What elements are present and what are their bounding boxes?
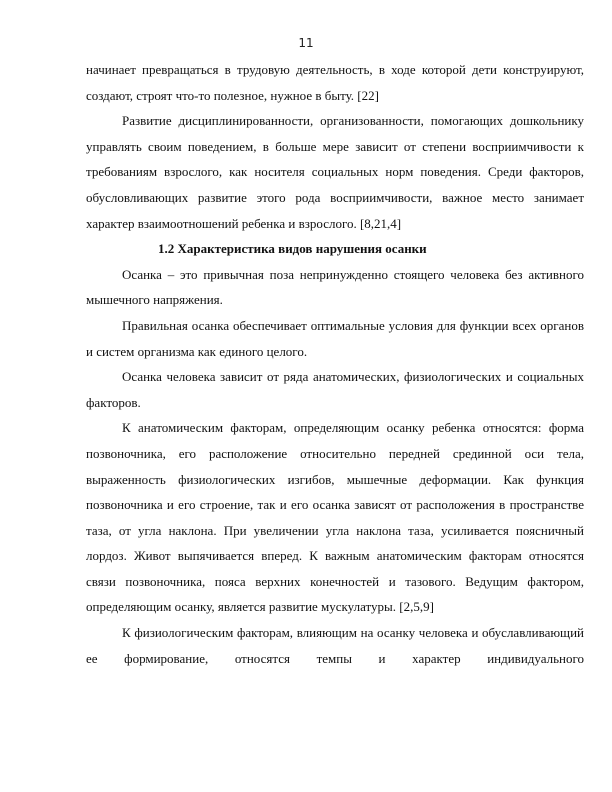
paragraph-anatomical-factors: К анатомическим факторам, определяющим осанку ребенка относятся: форма позвоночника, его расположение относительно передней срединной оси тела, выраженность физиологических изгибов, мышечные деформации. Как функция позвоночника и его строение, так и его осанка зависят от расположения в пространстве таза, от угла наклона. При увеличении угла наклона таза, усиливается поясничный лордоз. Живот выпячивается вперед. К важным анатомическим факторам относятся связи позвоночника, пояса верхних конечностей и тазового. Ведущим фактором, определяющим осанку, является развитие мускулатуры. [2,5,9] <box>86 420 584 615</box>
section-heading: 1.2 Характеристика видов нарушения осанки <box>158 241 427 257</box>
page-number: 11 <box>298 36 314 50</box>
paragraph-correct-posture: Правильная осанка обеспечивает оптимальные условия для функции всех органов и систем организма как единого целого. <box>86 317 584 359</box>
document-body <box>86 57 584 671</box>
paragraph-physiological-factors: К физиологическим факторам, влияющим на осанку человека и обуславливающий ее формирование, относятся темпы и характер индивидуального <box>86 625 584 666</box>
paragraph-continuation: начинает превращаться в трудовую деятельность, в ходе которой дети конструируют, создают, строят что-то полезное, нужное в быту. [22] <box>86 62 584 103</box>
paragraph-discipline: Развитие дисциплинированности, организованности, помогающих дошкольнику управлять своим поведением, в больше мере зависит от степени восприимчивости к требованиям взрослого, как носителя социальных норм поведения. Среди факторов, обусловливающих развитие этого рода восприимчивости, важное место занимает характер взаимоотношений ребенка и взрослого. [8,21,4] <box>86 113 584 231</box>
paragraph-posture-factors: Осанка человека зависит от ряда анатомических, физиологических и социальных факторов. <box>86 369 584 410</box>
paragraph-posture-definition: Осанка – это привычная поза непринужденно стоящего человека без активного мышечного напряжения. <box>86 266 584 308</box>
